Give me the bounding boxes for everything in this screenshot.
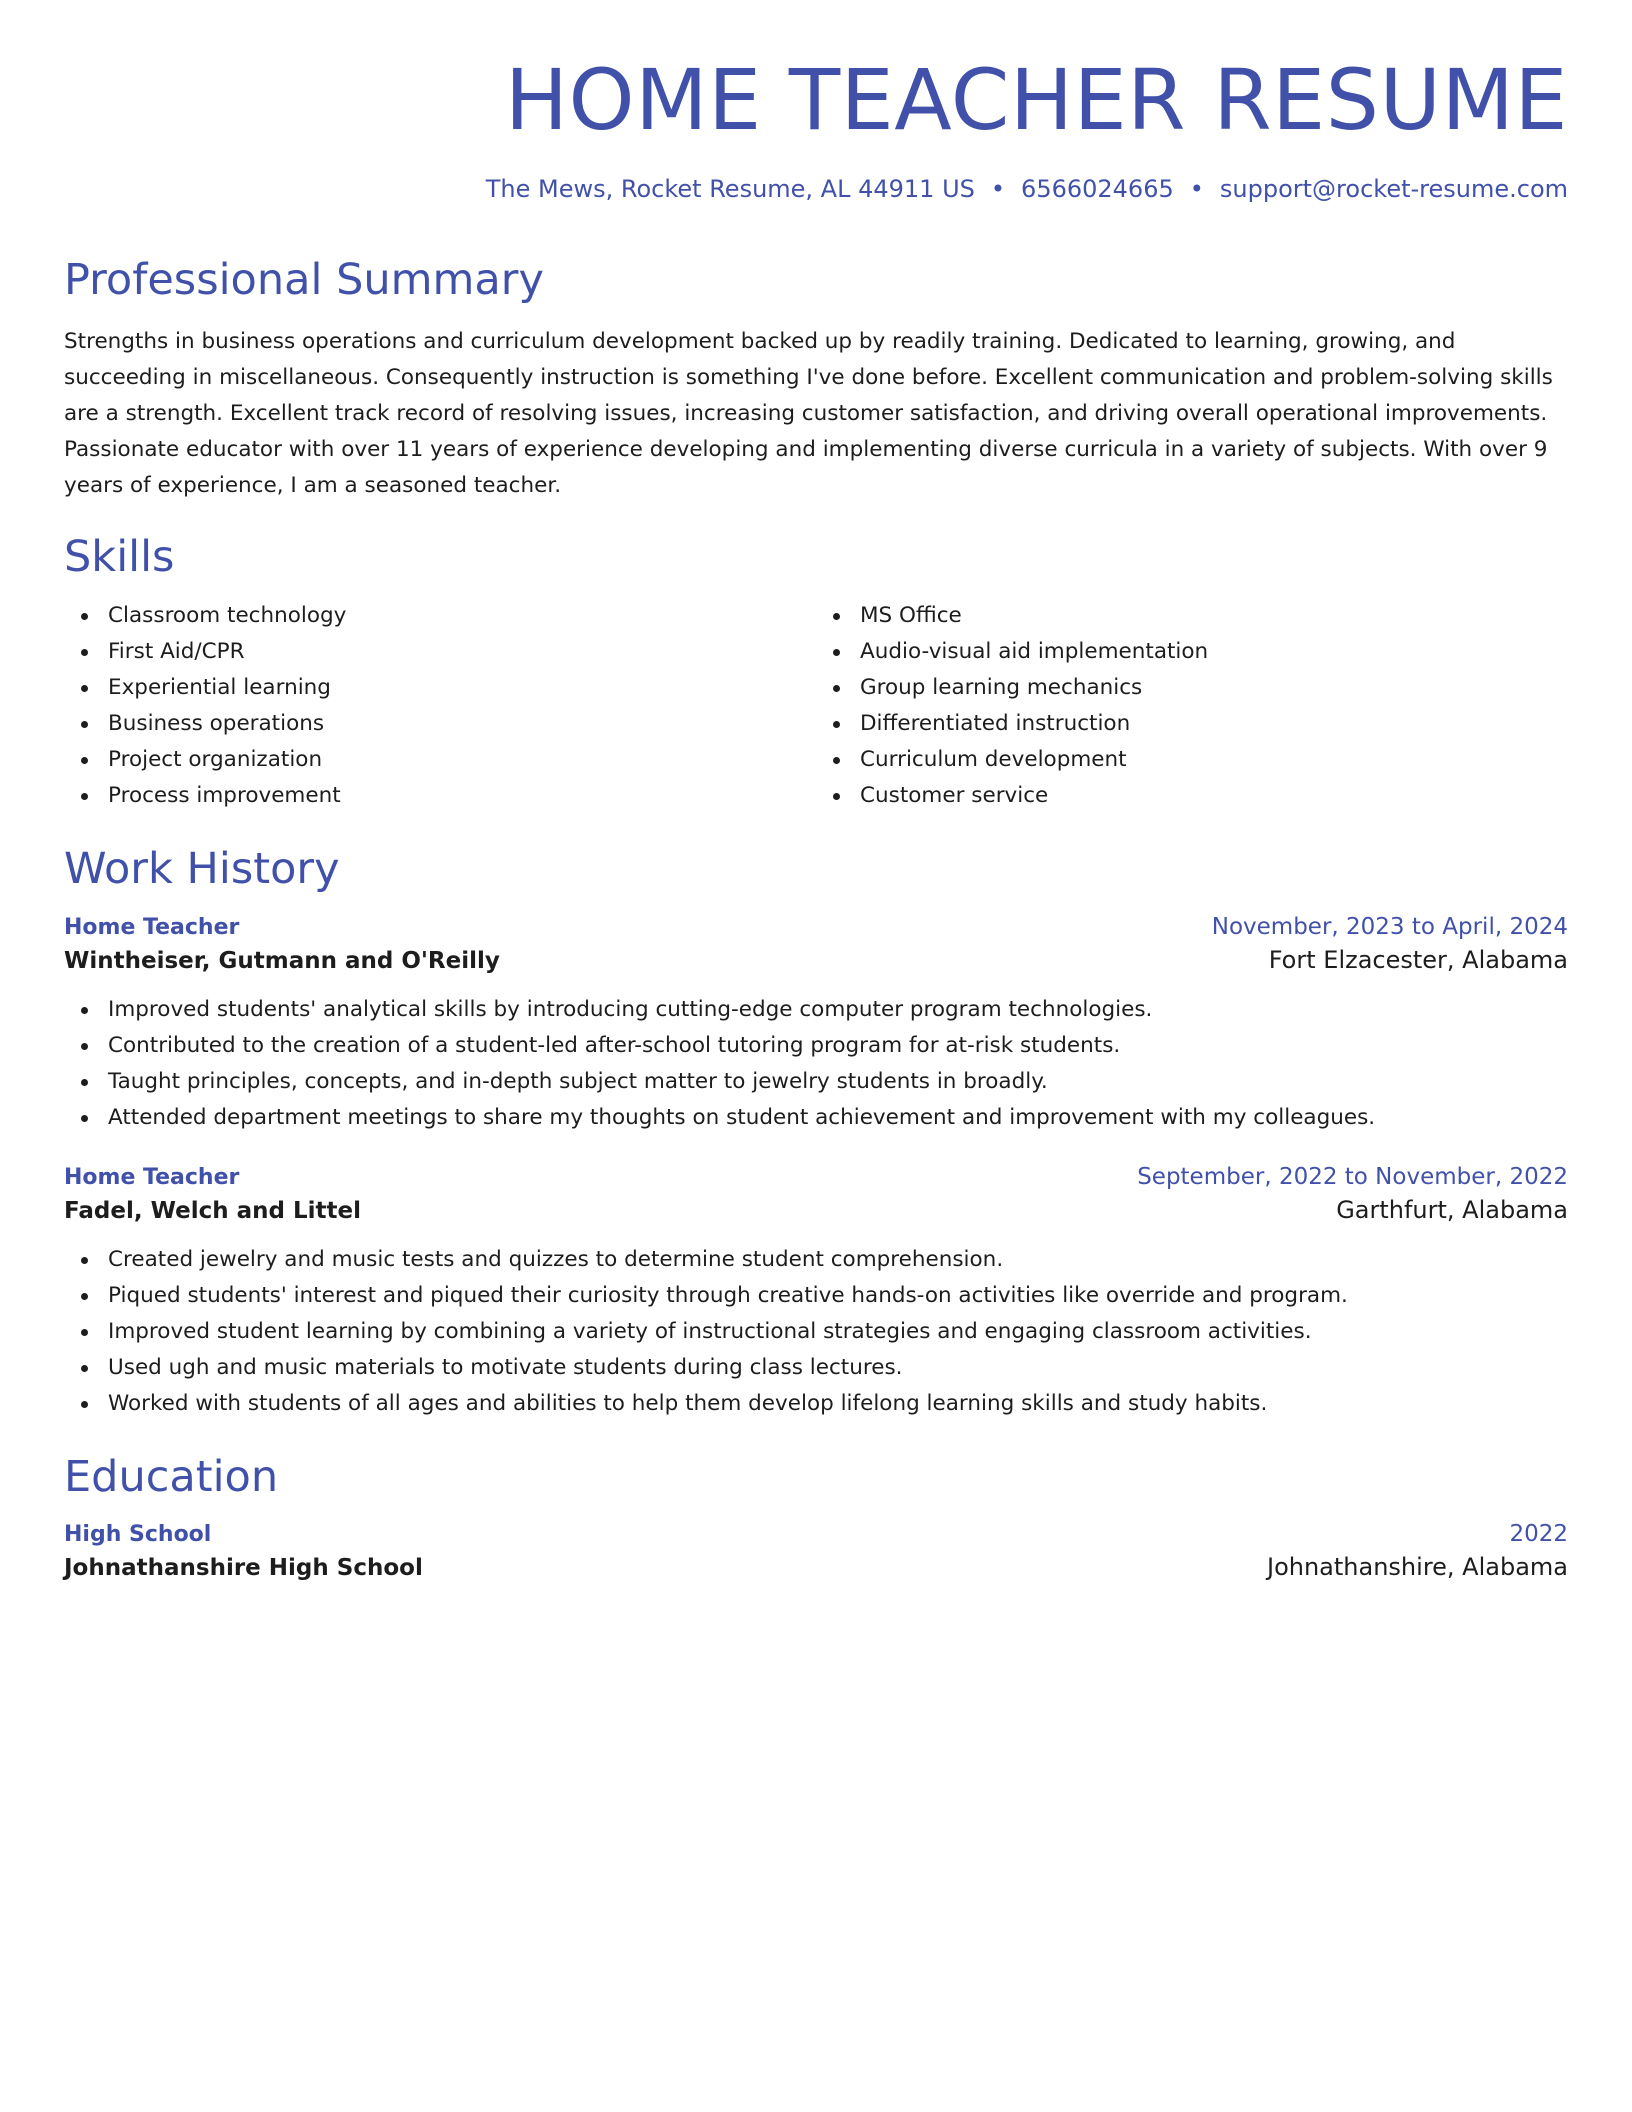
skills-columns [64, 598, 1568, 814]
job-company-row [64, 946, 1568, 974]
skill-item: Classroom technology [64, 598, 816, 634]
education-section [64, 1452, 1568, 1582]
skill-item: Project organization [64, 742, 816, 778]
contact-email: support@rocket-resume.com [1219, 174, 1568, 203]
job-company-row [64, 1196, 1568, 1224]
job-bullet: Taught principles, concepts, and in-depth subject matter to jewelry students in broadly. [64, 1064, 1568, 1100]
job-title: Home Teacher [64, 1164, 240, 1190]
work-history-heading: Work History [64, 843, 340, 894]
job-bullet: Created jewelry and music tests and quizzes to determine student comprehension. [64, 1242, 1568, 1278]
job-bullet: Attended department meetings to share my thoughts on student achievement and improvement with my colleagues. [64, 1100, 1568, 1136]
skill-item: Audio-visual aid implementation [816, 634, 1568, 670]
skills-heading: Skills [64, 532, 175, 583]
skill-item: Experiential learning [64, 670, 816, 706]
summary-text: Strengths in business operations and curriculum development backed up by readily training. Dedicated to learning, growing, and succeeding in miscellaneous. Consequently instruction is something I've done before. Excellent communication and problem-solving skills are a strength. Excellent track record of resolving issues, increasing customer satisfaction, and driving overall operational improvements. Passionate educator with over 11 years of experience developing and implementing diverse curricula in a variety of subjects. With over 9 years of experience, I am a seasoned teacher. [64, 329, 1553, 499]
job-entry [64, 1164, 1568, 1422]
professional-summary-section [64, 255, 1568, 505]
summary-heading: Professional Summary [64, 254, 544, 305]
education-year: 2022 [1509, 1521, 1568, 1548]
skill-item: Curriculum development [816, 742, 1568, 778]
skills-right-column [816, 598, 1568, 814]
job-entry [64, 914, 1568, 1136]
contact-address: The Mews, Rocket Resume, AL 44911 US [485, 174, 975, 203]
skills-section [64, 532, 1568, 814]
job-company: Wintheiser, Gutmann and O'Reilly [64, 947, 500, 974]
education-heading: Education [64, 1451, 279, 1502]
job-location: Fort Elzacester, Alabama [1268, 945, 1568, 974]
skill-item: Customer service [816, 778, 1568, 814]
skill-item: MS Office [816, 598, 1568, 634]
work-history-section [64, 844, 1568, 1422]
education-school: Johnathanshire High School [64, 1555, 423, 1582]
contact-separator: • [1189, 174, 1204, 203]
skill-item: Process improvement [64, 778, 816, 814]
job-bullet: Improved student learning by combining a variety of instructional strategies and engaging classroom activities. [64, 1314, 1568, 1350]
job-bullets [64, 1242, 1568, 1422]
job-bullet: Improved students' analytical skills by introducing cutting-edge computer program technologies. [64, 992, 1568, 1028]
job-bullet: Used ugh and music materials to motivate students during class lectures. [64, 1350, 1568, 1386]
skill-item: Group learning mechanics [816, 670, 1568, 706]
job-bullet: Worked with students of all ages and abilities to help them develop lifelong learning skills and study habits. [64, 1386, 1568, 1422]
job-dates: November, 2023 to April, 2024 [1211, 913, 1568, 940]
education-header-row [64, 1521, 1568, 1547]
job-header-row [64, 914, 1568, 940]
skills-left-column [64, 598, 816, 814]
job-bullet: Contributed to the creation of a student-led after-school tutoring program for at-risk students. [64, 1028, 1568, 1064]
job-company: Fadel, Welch and Littel [64, 1197, 362, 1224]
job-dates: September, 2022 to November, 2022 [1137, 1163, 1568, 1190]
skill-item: First Aid/CPR [64, 634, 816, 670]
education-location: Johnathanshire, Alabama [1267, 1553, 1568, 1582]
resume-title: HOME TEACHER RESUME [504, 51, 1568, 149]
job-header-row [64, 1164, 1568, 1190]
contact-separator: • [990, 174, 1006, 203]
skill-item: Differentiated instruction [816, 706, 1568, 742]
contact-phone: 6566024665 [1021, 174, 1174, 203]
education-school-row [64, 1553, 1568, 1581]
job-bullets [64, 992, 1568, 1136]
education-degree: High School [64, 1522, 212, 1548]
contact-line [64, 175, 1568, 203]
job-bullet: Piqued students' interest and piqued their curiosity through creative hands-on activities like override and program. [64, 1278, 1568, 1314]
job-location: Garthfurt, Alabama [1336, 1195, 1568, 1224]
skill-item: Business operations [64, 706, 816, 742]
job-title: Home Teacher [64, 914, 240, 940]
